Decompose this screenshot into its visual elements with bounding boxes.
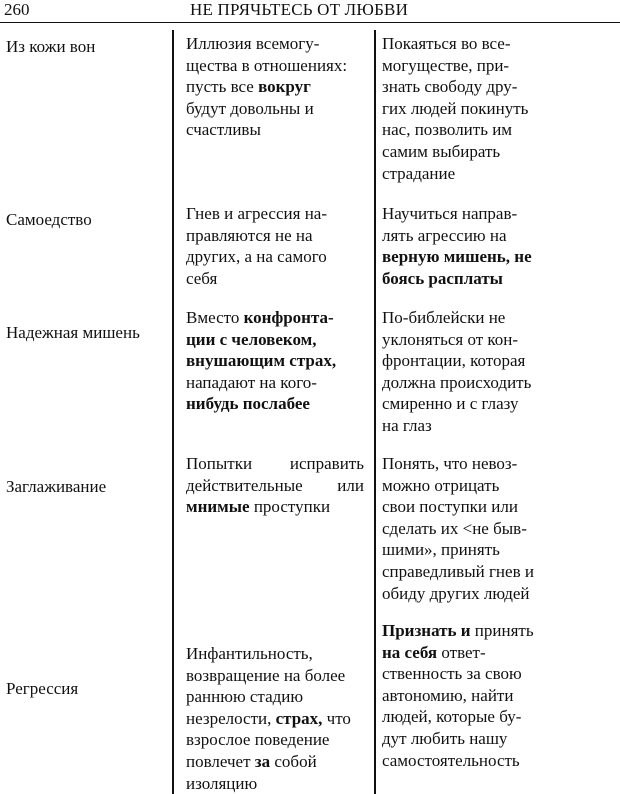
row3-description: Вместо конфронта- ции с человеком, внушающим страх, нападают на кого- нибудь послабее <box>186 308 337 414</box>
term-nadezhnaya-mishen: Надежная мишень <box>6 323 140 342</box>
column-divider-2 <box>374 30 376 794</box>
term-samoedstvo: Самоедство <box>6 210 92 229</box>
row3-remedy: По-библейски не уклоняться от кон- фронтации, которая должна происходить смиренно и с глазу на глаз <box>382 308 532 435</box>
column-divider-1 <box>172 30 174 794</box>
term-iz-kozhi-von: Из кожи вон <box>6 37 96 56</box>
page-header <box>0 0 620 23</box>
row4-description: Попытки исправить действительные или мнимые проступки <box>186 454 364 517</box>
row4-remedy: Понять, что невоз- можно отрицать свои поступки или сделать их <не быв- шими», принять справедливый гнев и обиду других людей <box>382 454 534 603</box>
running-title: НЕ ПРЯЧЬТЕСЬ ОТ ЛЮБВИ <box>190 0 409 19</box>
row2-description: Гнев и агрессия на- правляются не на других, а на самого себя <box>186 204 327 288</box>
row5-description: Инфантильность, возвращение на более раннюю стадию незрелости, страх, что взрослое поведение повлечет за собой изоляцию <box>186 644 351 793</box>
row1-remedy: Покаяться во все- могуществе, при- знать свободу дру- гих людей покинуть нас, позволить им самим выбирать страдание <box>382 34 529 183</box>
term-regressiya: Регрессия <box>6 679 79 698</box>
row2-remedy: Научиться направ- лять агрессию на верную мишень, не боясь расплаты <box>382 204 532 288</box>
row5-remedy: Признать и принять на себя ответ- ственность за свою автономию, найти людей, которые бу- дут любить нашу самостоятельность <box>382 621 534 770</box>
term-zaglazhivanie: Заглаживание <box>6 477 107 496</box>
page-number: 260 <box>4 0 30 19</box>
row1-description: Иллюзия всемогу- щества в отношениях: пусть все вокруг будут довольны и счастливы <box>186 34 348 140</box>
